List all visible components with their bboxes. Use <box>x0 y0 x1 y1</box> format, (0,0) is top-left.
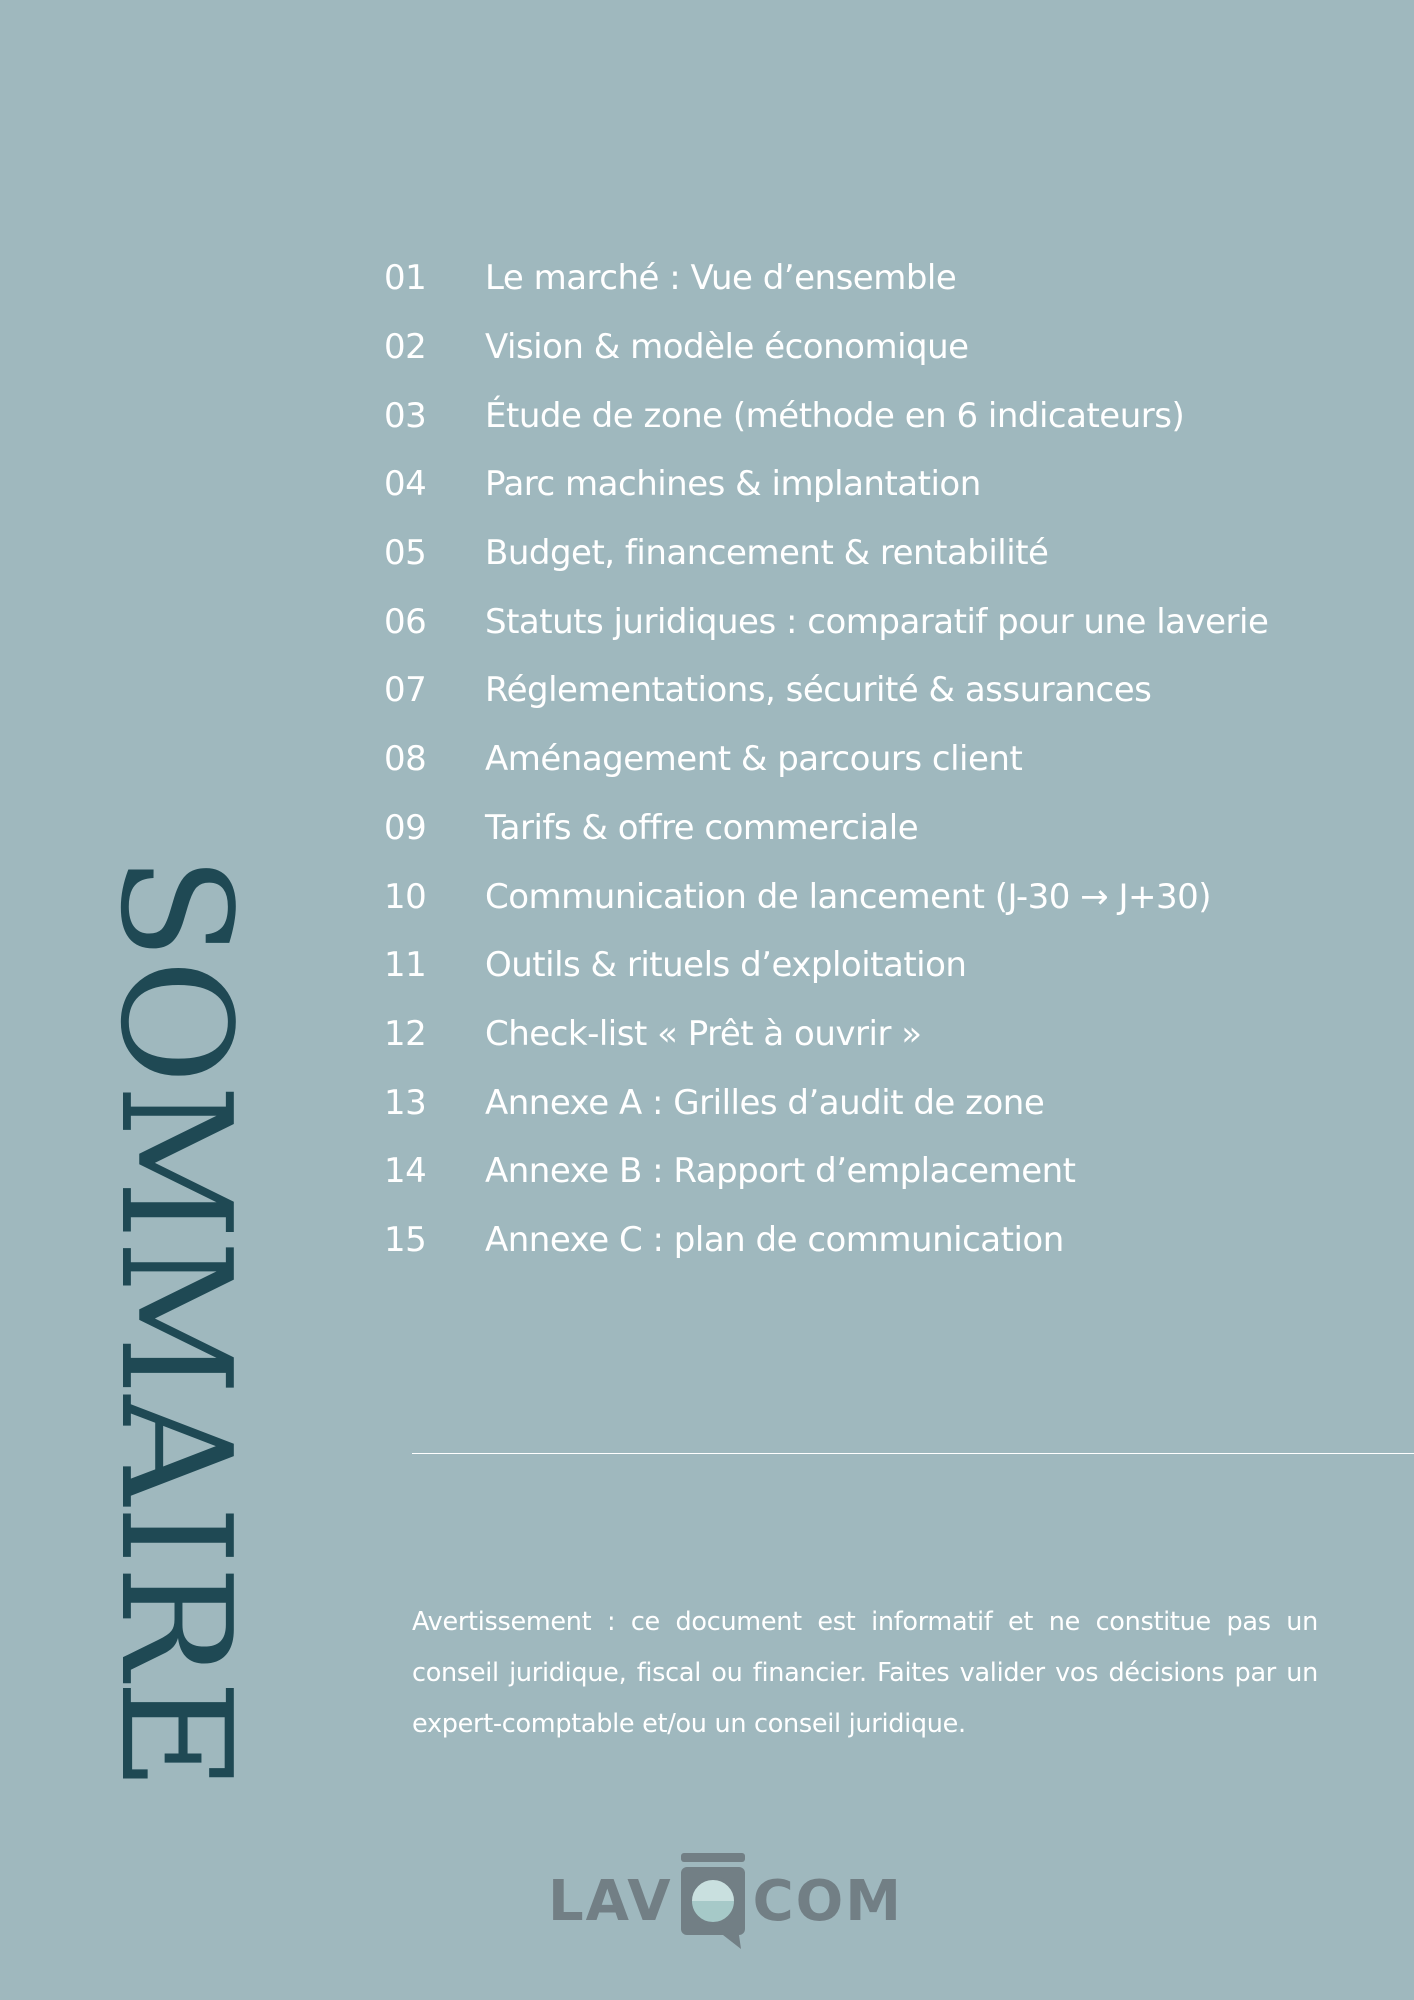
toc-number: 12 <box>384 1013 427 1054</box>
toc-label: Annexe B : Rapport d’emplacement <box>485 1151 1076 1192</box>
toc-item[interactable] <box>384 381 1404 450</box>
toc-item[interactable] <box>384 1068 1404 1137</box>
toc-item[interactable] <box>384 725 1404 794</box>
toc-number: 02 <box>384 327 427 368</box>
washing-machine-icon <box>677 1851 749 1951</box>
toc-label: Parc machines & implantation <box>485 464 981 505</box>
toc-item[interactable] <box>384 450 1404 519</box>
toc-label: Communication de lancement (J-30 → J+30) <box>485 876 1212 917</box>
toc-number: 01 <box>384 258 427 299</box>
table-of-contents <box>384 244 1404 1274</box>
toc-item[interactable] <box>384 1206 1404 1275</box>
toc-label: Outils & rituels d’exploitation <box>485 945 967 986</box>
toc-item[interactable] <box>384 1000 1404 1069</box>
toc-number: 05 <box>384 533 427 574</box>
toc-number: 04 <box>384 464 427 505</box>
toc-item[interactable] <box>384 931 1404 1000</box>
toc-label: Vision & modèle économique <box>485 327 969 368</box>
logo <box>548 1848 903 1954</box>
toc-number: 09 <box>384 807 427 848</box>
toc-label: Aménagement & parcours client <box>485 739 1023 780</box>
logo-text-right: COM <box>752 1868 903 1934</box>
toc-item[interactable] <box>384 244 1404 313</box>
divider <box>412 1453 1414 1454</box>
toc-label: Le marché : Vue d’ensemble <box>485 258 957 299</box>
toc-item[interactable] <box>384 862 1404 931</box>
toc-item[interactable] <box>384 587 1404 656</box>
toc-item[interactable] <box>384 794 1404 863</box>
toc-label: Annexe C : plan de communication <box>485 1219 1064 1260</box>
toc-number: 06 <box>384 601 427 642</box>
toc-number: 15 <box>384 1219 427 1260</box>
logo-text-left: LAV <box>548 1868 673 1934</box>
toc-label: Check-list « Prêt à ouvrir » <box>485 1013 922 1054</box>
toc-label: Statuts juridiques : comparatif pour une laverie <box>485 601 1269 642</box>
toc-label: Budget, financement & rentabilité <box>485 533 1049 574</box>
toc-label: Annexe A : Grilles d’audit de zone <box>485 1082 1045 1123</box>
toc-label: Étude de zone (méthode en 6 indicateurs) <box>485 395 1185 436</box>
toc-number: 03 <box>384 395 427 436</box>
toc-item[interactable] <box>384 656 1404 725</box>
toc-label: Tarifs & offre commerciale <box>485 807 919 848</box>
toc-number: 13 <box>384 1082 427 1123</box>
toc-number: 10 <box>384 876 427 917</box>
toc-number: 14 <box>384 1151 427 1192</box>
toc-number: 08 <box>384 739 427 780</box>
toc-label: Réglementations, sécurité & assurances <box>485 670 1152 711</box>
disclaimer-text: Avertissement : ce document est informatif et ne constitue pas un conseil juridique, fiscal ou financier. Faites valider vos décisions par un expert-comptable et/ou un conseil juridique. <box>412 1606 1318 1739</box>
page-title: SOMMAIRE <box>87 855 264 1791</box>
toc-number: 11 <box>384 945 427 986</box>
toc-number: 07 <box>384 670 427 711</box>
toc-item[interactable] <box>384 313 1404 382</box>
toc-item[interactable] <box>384 1137 1404 1206</box>
toc-item[interactable] <box>384 519 1404 588</box>
